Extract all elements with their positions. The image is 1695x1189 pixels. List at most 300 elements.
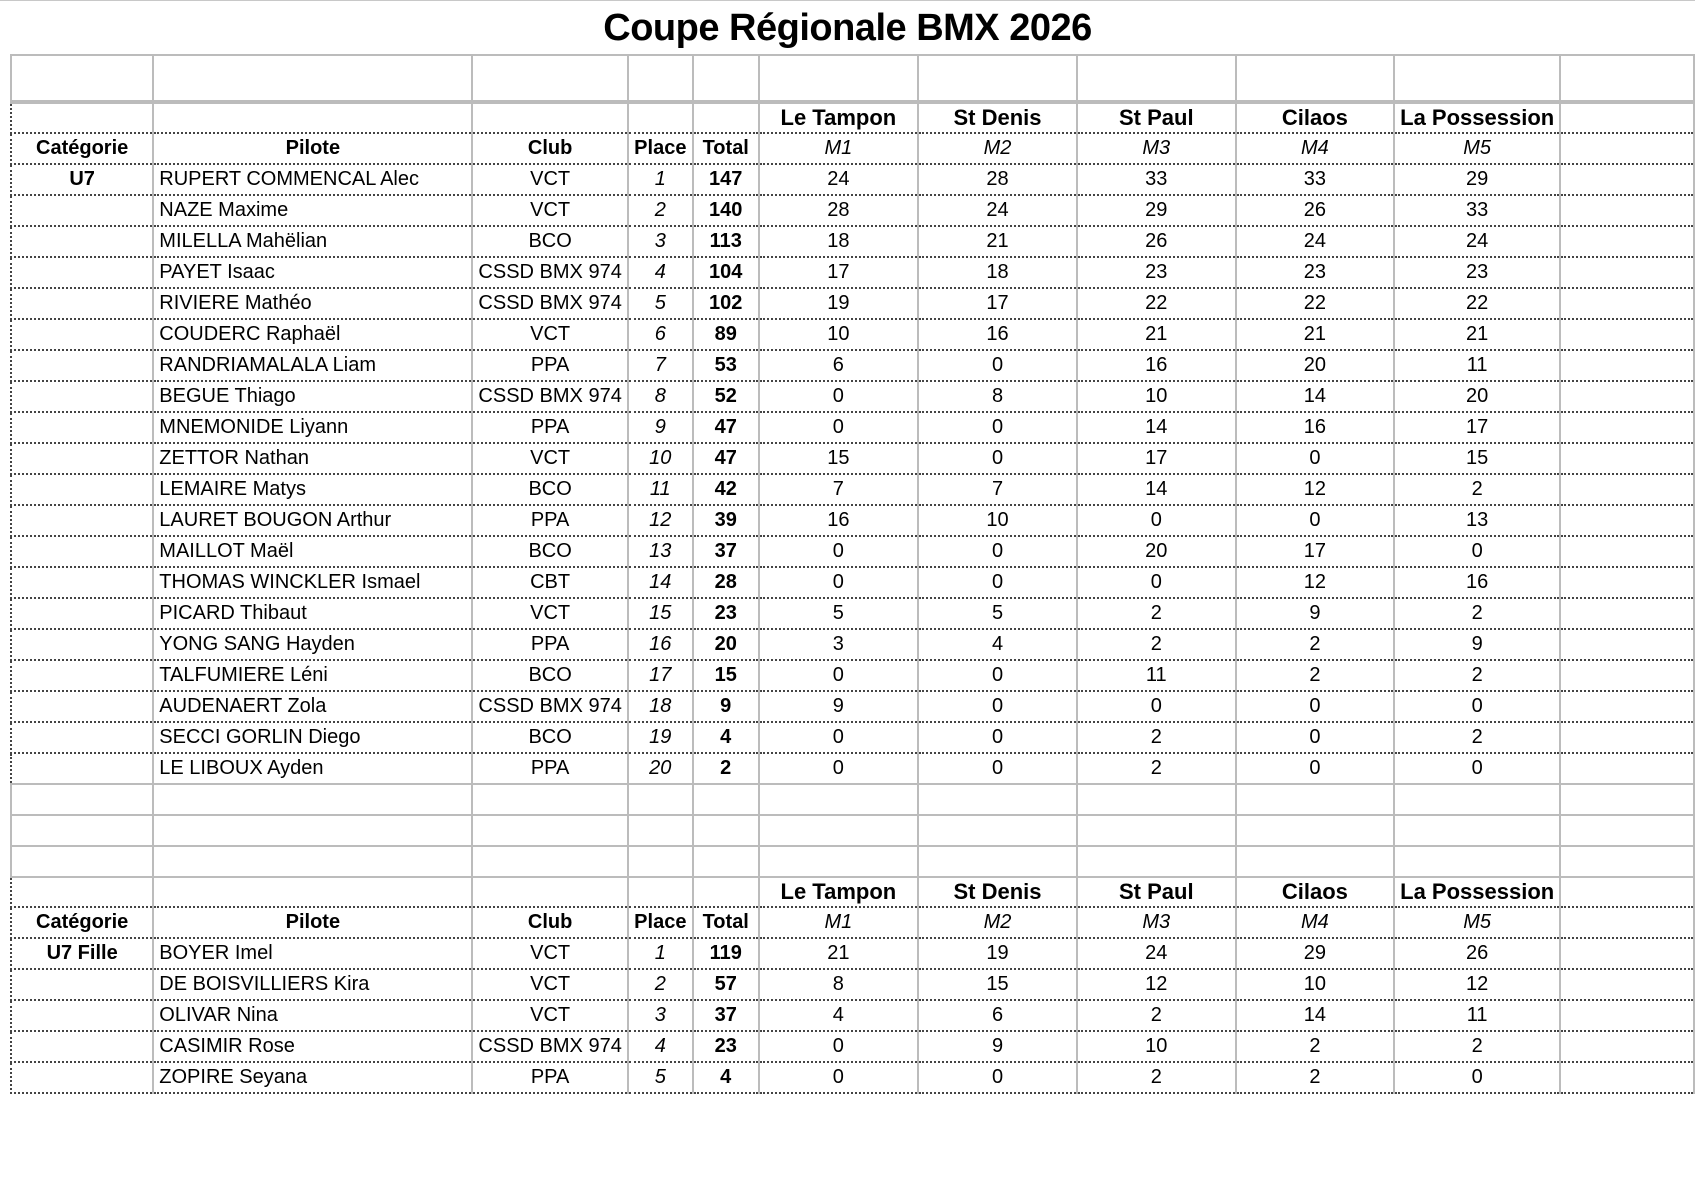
place-cell[interactable]: 10: [628, 443, 693, 474]
pilot-cell[interactable]: THOMAS WINCKLER Ismael: [153, 567, 472, 598]
empty-cell[interactable]: [759, 846, 918, 877]
manche-score-cell[interactable]: 0: [759, 722, 918, 753]
manche-score-cell[interactable]: 0: [759, 660, 918, 691]
manche-score-cell[interactable]: 2: [1236, 660, 1395, 691]
empty-cell[interactable]: [1560, 505, 1694, 536]
total-cell[interactable]: 42: [693, 474, 759, 505]
manche-score-cell[interactable]: 29: [1394, 164, 1560, 195]
place-cell[interactable]: 2: [628, 969, 693, 1000]
empty-cell[interactable]: [472, 103, 627, 133]
place-cell[interactable]: 5: [628, 1062, 693, 1093]
manche-score-cell[interactable]: 0: [918, 443, 1077, 474]
manche-score-cell[interactable]: 24: [1394, 226, 1560, 257]
empty-cell[interactable]: [1394, 784, 1560, 815]
venue-header[interactable]: St Denis: [918, 877, 1077, 907]
empty-cell[interactable]: [153, 784, 472, 815]
manche-score-cell[interactable]: 0: [759, 381, 918, 412]
manche-score-cell[interactable]: 9: [918, 1031, 1077, 1062]
manche-score-cell[interactable]: 0: [759, 567, 918, 598]
manche-score-cell[interactable]: 14: [1236, 1000, 1395, 1031]
empty-cell[interactable]: [918, 784, 1077, 815]
header-club[interactable]: Club: [472, 133, 627, 164]
empty-cell[interactable]: [11, 55, 153, 101]
empty-cell[interactable]: [628, 877, 693, 907]
pilot-cell[interactable]: ZOPIRE Seyana: [153, 1062, 472, 1093]
club-cell[interactable]: BCO: [472, 226, 627, 257]
manche-score-cell[interactable]: 11: [1394, 1000, 1560, 1031]
manche-score-cell[interactable]: 10: [1236, 969, 1395, 1000]
pilot-cell[interactable]: BOYER Imel: [153, 938, 472, 969]
header-manche[interactable]: M3: [1077, 133, 1236, 164]
empty-cell[interactable]: [759, 55, 918, 101]
empty-cell[interactable]: [1560, 598, 1694, 629]
venue-header[interactable]: Le Tampon: [759, 103, 918, 133]
manche-score-cell[interactable]: 0: [759, 536, 918, 567]
manche-score-cell[interactable]: 13: [1394, 505, 1560, 536]
club-cell[interactable]: CSSD BMX 974: [472, 381, 627, 412]
place-cell[interactable]: 12: [628, 505, 693, 536]
total-cell[interactable]: 140: [693, 195, 759, 226]
manche-score-cell[interactable]: 26: [1236, 195, 1395, 226]
club-cell[interactable]: CSSD BMX 974: [472, 1031, 627, 1062]
category-cell[interactable]: [11, 567, 153, 598]
manche-score-cell[interactable]: 24: [759, 164, 918, 195]
empty-cell[interactable]: [1560, 443, 1694, 474]
pilot-cell[interactable]: LAURET BOUGON Arthur: [153, 505, 472, 536]
empty-cell[interactable]: [1560, 1000, 1694, 1031]
manche-score-cell[interactable]: 17: [1077, 443, 1236, 474]
manche-score-cell[interactable]: 2: [1394, 474, 1560, 505]
total-cell[interactable]: 20: [693, 629, 759, 660]
empty-cell[interactable]: [1560, 1031, 1694, 1062]
manche-score-cell[interactable]: 16: [1077, 350, 1236, 381]
manche-score-cell[interactable]: 19: [759, 288, 918, 319]
manche-score-cell[interactable]: 16: [1236, 412, 1395, 443]
empty-cell[interactable]: [1236, 815, 1395, 846]
category-cell[interactable]: [11, 381, 153, 412]
club-cell[interactable]: BCO: [472, 660, 627, 691]
header-manche[interactable]: M1: [759, 907, 918, 938]
total-cell[interactable]: 23: [693, 1031, 759, 1062]
empty-cell[interactable]: [1560, 815, 1694, 846]
place-cell[interactable]: 9: [628, 412, 693, 443]
manche-score-cell[interactable]: 26: [1077, 226, 1236, 257]
manche-score-cell[interactable]: 0: [1236, 753, 1395, 784]
manche-score-cell[interactable]: 2: [1077, 1062, 1236, 1093]
header-place[interactable]: Place: [628, 907, 693, 938]
manche-score-cell[interactable]: 2: [1236, 629, 1395, 660]
manche-score-cell[interactable]: 14: [1077, 412, 1236, 443]
header-manche[interactable]: M5: [1394, 133, 1560, 164]
empty-cell[interactable]: [628, 103, 693, 133]
club-cell[interactable]: CSSD BMX 974: [472, 257, 627, 288]
place-cell[interactable]: 17: [628, 660, 693, 691]
empty-cell[interactable]: [1560, 784, 1694, 815]
club-cell[interactable]: PPA: [472, 1062, 627, 1093]
club-cell[interactable]: BCO: [472, 474, 627, 505]
manche-score-cell[interactable]: 10: [1077, 381, 1236, 412]
manche-score-cell[interactable]: 0: [1394, 753, 1560, 784]
pilot-cell[interactable]: PICARD Thibaut: [153, 598, 472, 629]
total-cell[interactable]: 57: [693, 969, 759, 1000]
place-cell[interactable]: 13: [628, 536, 693, 567]
empty-cell[interactable]: [1077, 846, 1236, 877]
empty-cell[interactable]: [1560, 753, 1694, 784]
manche-score-cell[interactable]: 17: [1236, 536, 1395, 567]
category-cell[interactable]: [11, 660, 153, 691]
place-cell[interactable]: 4: [628, 1031, 693, 1062]
empty-cell[interactable]: [918, 55, 1077, 101]
manche-score-cell[interactable]: 16: [918, 319, 1077, 350]
place-cell[interactable]: 20: [628, 753, 693, 784]
manche-score-cell[interactable]: 21: [759, 938, 918, 969]
empty-cell[interactable]: [1394, 815, 1560, 846]
manche-score-cell[interactable]: 33: [1077, 164, 1236, 195]
club-cell[interactable]: PPA: [472, 629, 627, 660]
empty-cell[interactable]: [472, 55, 627, 101]
manche-score-cell[interactable]: 19: [918, 938, 1077, 969]
manche-score-cell[interactable]: 2: [1394, 722, 1560, 753]
header-manche[interactable]: M4: [1236, 907, 1395, 938]
header-manche[interactable]: M4: [1236, 133, 1395, 164]
manche-score-cell[interactable]: 2: [1394, 1031, 1560, 1062]
empty-cell[interactable]: [1560, 350, 1694, 381]
manche-score-cell[interactable]: 0: [918, 536, 1077, 567]
place-cell[interactable]: 18: [628, 691, 693, 722]
empty-cell[interactable]: [153, 815, 472, 846]
header-pilote[interactable]: Pilote: [153, 133, 472, 164]
category-cell[interactable]: [11, 412, 153, 443]
manche-score-cell[interactable]: 0: [918, 691, 1077, 722]
category-cell[interactable]: U7: [11, 164, 153, 195]
manche-score-cell[interactable]: 11: [1394, 350, 1560, 381]
manche-score-cell[interactable]: 24: [1236, 226, 1395, 257]
place-cell[interactable]: 19: [628, 722, 693, 753]
manche-score-cell[interactable]: 0: [1077, 691, 1236, 722]
empty-cell[interactable]: [1560, 567, 1694, 598]
empty-cell[interactable]: [1560, 412, 1694, 443]
club-cell[interactable]: PPA: [472, 753, 627, 784]
manche-score-cell[interactable]: 20: [1077, 536, 1236, 567]
venue-header[interactable]: Cilaos: [1236, 103, 1395, 133]
empty-cell[interactable]: [693, 877, 759, 907]
total-cell[interactable]: 4: [693, 1062, 759, 1093]
empty-cell[interactable]: [11, 846, 153, 877]
total-cell[interactable]: 4: [693, 722, 759, 753]
category-cell[interactable]: [11, 319, 153, 350]
empty-cell[interactable]: [1236, 784, 1395, 815]
category-cell[interactable]: [11, 505, 153, 536]
total-cell[interactable]: 119: [693, 938, 759, 969]
manche-score-cell[interactable]: 15: [759, 443, 918, 474]
manche-score-cell[interactable]: 11: [1077, 660, 1236, 691]
club-cell[interactable]: VCT: [472, 938, 627, 969]
club-cell[interactable]: CSSD BMX 974: [472, 691, 627, 722]
place-cell[interactable]: 1: [628, 164, 693, 195]
manche-score-cell[interactable]: 2: [1077, 598, 1236, 629]
empty-cell[interactable]: [1560, 938, 1694, 969]
place-cell[interactable]: 11: [628, 474, 693, 505]
pilot-cell[interactable]: RUPERT COMMENCAL Alec: [153, 164, 472, 195]
manche-score-cell[interactable]: 23: [1236, 257, 1395, 288]
manche-score-cell[interactable]: 2: [1236, 1062, 1395, 1093]
pilot-cell[interactable]: DE BOISVILLIERS Kira: [153, 969, 472, 1000]
empty-cell[interactable]: [1077, 784, 1236, 815]
empty-cell[interactable]: [1560, 691, 1694, 722]
empty-cell[interactable]: [1560, 722, 1694, 753]
place-cell[interactable]: 15: [628, 598, 693, 629]
manche-score-cell[interactable]: 14: [1236, 381, 1395, 412]
manche-score-cell[interactable]: 17: [759, 257, 918, 288]
manche-score-cell[interactable]: 21: [1236, 319, 1395, 350]
pilot-cell[interactable]: TALFUMIERE Léni: [153, 660, 472, 691]
club-cell[interactable]: CBT: [472, 567, 627, 598]
category-cell[interactable]: [11, 443, 153, 474]
empty-cell[interactable]: [628, 846, 693, 877]
manche-score-cell[interactable]: 21: [918, 226, 1077, 257]
empty-cell[interactable]: [1560, 969, 1694, 1000]
manche-score-cell[interactable]: 29: [1236, 938, 1395, 969]
manche-score-cell[interactable]: 24: [1077, 938, 1236, 969]
venue-header[interactable]: La Possession: [1394, 103, 1560, 133]
manche-score-cell[interactable]: 12: [1394, 969, 1560, 1000]
manche-score-cell[interactable]: 0: [918, 412, 1077, 443]
category-cell[interactable]: [11, 969, 153, 1000]
category-cell[interactable]: [11, 691, 153, 722]
place-cell[interactable]: 4: [628, 257, 693, 288]
pilot-cell[interactable]: LE LIBOUX Ayden: [153, 753, 472, 784]
pilot-cell[interactable]: RANDRIAMALALA Liam: [153, 350, 472, 381]
manche-score-cell[interactable]: 23: [1394, 257, 1560, 288]
header-total[interactable]: Total: [693, 133, 759, 164]
pilot-cell[interactable]: ZETTOR Nathan: [153, 443, 472, 474]
empty-cell[interactable]: [1394, 55, 1560, 101]
empty-cell[interactable]: [1560, 195, 1694, 226]
place-cell[interactable]: 2: [628, 195, 693, 226]
empty-cell[interactable]: [1560, 164, 1694, 195]
pilot-cell[interactable]: MAILLOT Maël: [153, 536, 472, 567]
empty-cell[interactable]: [1077, 55, 1236, 101]
club-cell[interactable]: CSSD BMX 974: [472, 288, 627, 319]
pilot-cell[interactable]: NAZE Maxime: [153, 195, 472, 226]
manche-score-cell[interactable]: 0: [918, 753, 1077, 784]
manche-score-cell[interactable]: 21: [1077, 319, 1236, 350]
manche-score-cell[interactable]: 7: [759, 474, 918, 505]
pilot-cell[interactable]: PAYET Isaac: [153, 257, 472, 288]
manche-score-cell[interactable]: 2: [1394, 660, 1560, 691]
manche-score-cell[interactable]: 10: [918, 505, 1077, 536]
venue-header[interactable]: St Paul: [1077, 877, 1236, 907]
place-cell[interactable]: 7: [628, 350, 693, 381]
manche-score-cell[interactable]: 22: [1236, 288, 1395, 319]
empty-cell[interactable]: [472, 846, 627, 877]
total-cell[interactable]: 89: [693, 319, 759, 350]
manche-score-cell[interactable]: 2: [1077, 1000, 1236, 1031]
manche-score-cell[interactable]: 20: [1394, 381, 1560, 412]
total-cell[interactable]: 53: [693, 350, 759, 381]
pilot-cell[interactable]: LEMAIRE Matys: [153, 474, 472, 505]
venue-header[interactable]: Cilaos: [1236, 877, 1395, 907]
empty-cell[interactable]: [1560, 877, 1694, 907]
empty-cell[interactable]: [1236, 55, 1395, 101]
manche-score-cell[interactable]: 2: [1394, 598, 1560, 629]
club-cell[interactable]: VCT: [472, 164, 627, 195]
club-cell[interactable]: PPA: [472, 412, 627, 443]
empty-cell[interactable]: [1560, 103, 1694, 133]
empty-cell[interactable]: [759, 815, 918, 846]
category-cell[interactable]: [11, 195, 153, 226]
category-cell[interactable]: [11, 1031, 153, 1062]
manche-score-cell[interactable]: 0: [1077, 505, 1236, 536]
header-pilote[interactable]: Pilote: [153, 907, 472, 938]
place-cell[interactable]: 14: [628, 567, 693, 598]
manche-score-cell[interactable]: 12: [1077, 969, 1236, 1000]
empty-cell[interactable]: [153, 846, 472, 877]
manche-score-cell[interactable]: 10: [1077, 1031, 1236, 1062]
empty-cell[interactable]: [1560, 536, 1694, 567]
manche-score-cell[interactable]: 0: [1394, 691, 1560, 722]
venue-header[interactable]: La Possession: [1394, 877, 1560, 907]
manche-score-cell[interactable]: 0: [1394, 1062, 1560, 1093]
category-cell[interactable]: [11, 536, 153, 567]
club-cell[interactable]: VCT: [472, 443, 627, 474]
manche-score-cell[interactable]: 8: [918, 381, 1077, 412]
total-cell[interactable]: 28: [693, 567, 759, 598]
manche-score-cell[interactable]: 12: [1236, 474, 1395, 505]
empty-cell[interactable]: [1560, 660, 1694, 691]
empty-cell[interactable]: [472, 815, 627, 846]
manche-score-cell[interactable]: 0: [759, 412, 918, 443]
manche-score-cell[interactable]: 9: [1236, 598, 1395, 629]
place-cell[interactable]: 1: [628, 938, 693, 969]
empty-cell[interactable]: [1560, 474, 1694, 505]
manche-score-cell[interactable]: 2: [1236, 1031, 1395, 1062]
category-cell[interactable]: [11, 288, 153, 319]
manche-score-cell[interactable]: 28: [759, 195, 918, 226]
total-cell[interactable]: 9: [693, 691, 759, 722]
club-cell[interactable]: VCT: [472, 1000, 627, 1031]
empty-cell[interactable]: [628, 815, 693, 846]
manche-score-cell[interactable]: 22: [1394, 288, 1560, 319]
manche-score-cell[interactable]: 0: [1077, 567, 1236, 598]
manche-score-cell[interactable]: 0: [918, 722, 1077, 753]
empty-cell[interactable]: [1560, 629, 1694, 660]
manche-score-cell[interactable]: 24: [918, 195, 1077, 226]
total-cell[interactable]: 47: [693, 412, 759, 443]
manche-score-cell[interactable]: 17: [918, 288, 1077, 319]
manche-score-cell[interactable]: 0: [759, 1062, 918, 1093]
header-manche[interactable]: M1: [759, 133, 918, 164]
empty-cell[interactable]: [472, 877, 627, 907]
total-cell[interactable]: 39: [693, 505, 759, 536]
total-cell[interactable]: 37: [693, 1000, 759, 1031]
manche-score-cell[interactable]: 21: [1394, 319, 1560, 350]
pilot-cell[interactable]: RIVIERE Mathéo: [153, 288, 472, 319]
club-cell[interactable]: BCO: [472, 536, 627, 567]
manche-score-cell[interactable]: 8: [759, 969, 918, 1000]
manche-score-cell[interactable]: 15: [1394, 443, 1560, 474]
header-manche[interactable]: M3: [1077, 907, 1236, 938]
manche-score-cell[interactable]: 10: [759, 319, 918, 350]
empty-cell[interactable]: [1560, 226, 1694, 257]
manche-score-cell[interactable]: 4: [759, 1000, 918, 1031]
header-categorie[interactable]: Catégorie: [11, 133, 153, 164]
category-cell[interactable]: [11, 722, 153, 753]
club-cell[interactable]: VCT: [472, 598, 627, 629]
pilot-cell[interactable]: SECCI GORLIN Diego: [153, 722, 472, 753]
total-cell[interactable]: 23: [693, 598, 759, 629]
manche-score-cell[interactable]: 0: [1236, 691, 1395, 722]
total-cell[interactable]: 104: [693, 257, 759, 288]
header-manche[interactable]: M5: [1394, 907, 1560, 938]
manche-score-cell[interactable]: 7: [918, 474, 1077, 505]
manche-score-cell[interactable]: 18: [759, 226, 918, 257]
manche-score-cell[interactable]: 29: [1077, 195, 1236, 226]
empty-cell[interactable]: [1560, 288, 1694, 319]
manche-score-cell[interactable]: 0: [918, 350, 1077, 381]
pilot-cell[interactable]: BEGUE Thiago: [153, 381, 472, 412]
total-cell[interactable]: 15: [693, 660, 759, 691]
manche-score-cell[interactable]: 0: [918, 1062, 1077, 1093]
category-cell[interactable]: [11, 598, 153, 629]
category-cell[interactable]: U7 Fille: [11, 938, 153, 969]
empty-cell[interactable]: [11, 103, 153, 133]
empty-cell[interactable]: [1560, 381, 1694, 412]
empty-cell[interactable]: [11, 784, 153, 815]
header-club[interactable]: Club: [472, 907, 627, 938]
manche-score-cell[interactable]: 2: [1077, 629, 1236, 660]
category-cell[interactable]: [11, 474, 153, 505]
place-cell[interactable]: 3: [628, 1000, 693, 1031]
total-cell[interactable]: 102: [693, 288, 759, 319]
total-cell[interactable]: 47: [693, 443, 759, 474]
manche-score-cell[interactable]: 23: [1077, 257, 1236, 288]
place-cell[interactable]: 16: [628, 629, 693, 660]
header-manche[interactable]: M2: [918, 133, 1077, 164]
club-cell[interactable]: BCO: [472, 722, 627, 753]
manche-score-cell[interactable]: 20: [1236, 350, 1395, 381]
manche-score-cell[interactable]: 3: [759, 629, 918, 660]
club-cell[interactable]: PPA: [472, 350, 627, 381]
empty-cell[interactable]: [1560, 257, 1694, 288]
venue-header[interactable]: St Denis: [918, 103, 1077, 133]
manche-score-cell[interactable]: 0: [759, 1031, 918, 1062]
manche-score-cell[interactable]: 12: [1236, 567, 1395, 598]
manche-score-cell[interactable]: 0: [1236, 722, 1395, 753]
pilot-cell[interactable]: AUDENAERT Zola: [153, 691, 472, 722]
manche-score-cell[interactable]: 33: [1394, 195, 1560, 226]
header-total[interactable]: Total: [693, 907, 759, 938]
empty-cell[interactable]: [759, 784, 918, 815]
place-cell[interactable]: 8: [628, 381, 693, 412]
total-cell[interactable]: 2: [693, 753, 759, 784]
manche-score-cell[interactable]: 6: [918, 1000, 1077, 1031]
total-cell[interactable]: 37: [693, 536, 759, 567]
empty-cell[interactable]: [693, 784, 759, 815]
manche-score-cell[interactable]: 16: [1394, 567, 1560, 598]
empty-cell[interactable]: [1560, 1062, 1694, 1093]
pilot-cell[interactable]: YONG SANG Hayden: [153, 629, 472, 660]
empty-cell[interactable]: [1236, 846, 1395, 877]
category-cell[interactable]: [11, 1000, 153, 1031]
manche-score-cell[interactable]: 0: [1394, 536, 1560, 567]
manche-score-cell[interactable]: 0: [918, 660, 1077, 691]
pilot-cell[interactable]: COUDERC Raphaël: [153, 319, 472, 350]
empty-cell[interactable]: [1560, 846, 1694, 877]
empty-cell[interactable]: [918, 846, 1077, 877]
venue-header[interactable]: St Paul: [1077, 103, 1236, 133]
club-cell[interactable]: VCT: [472, 195, 627, 226]
